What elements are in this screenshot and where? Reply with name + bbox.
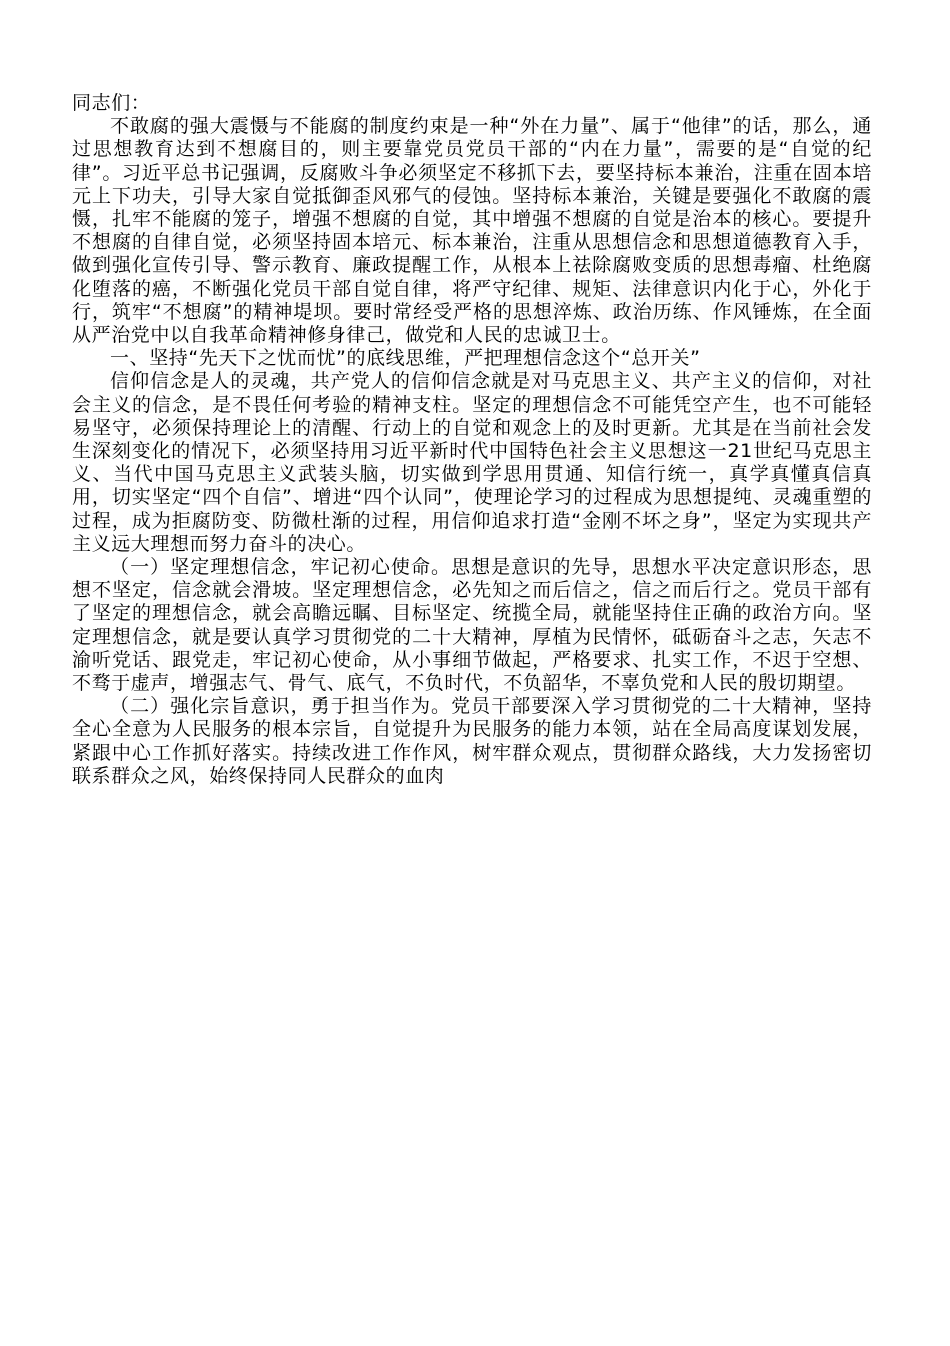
body-paragraph-subsection-1: （一）坚定理想信念，牢记初心使命。思想是意识的先导，思想水平决定意识形态，思想不坚定，信念就会滑坡。坚定理想信念，必先知之而后信之，信之而后行之。党员干部有了坚定的理想信念，就会高瞻远瞩、目标坚定、统揽全局，就能坚持住正确的政治方向。坚定理想信念，就是要认真学习贯彻党的二十大精神，厚植为民情怀，砥砺奋斗之志，矢志不渝听党话、跟党走，牢记初心使命，从小事细节做起，严格要求、扎实工作，不迟于空想、不骛于虚声，增强志气、骨气、底气，不负时代，不负韶华，不辜负党和人民的殷切期望。	[72, 556, 872, 695]
body-paragraph-intro: 不敢腐的强大震慑与不能腐的制度约束是一种“外在力量”、属于“他律”的话，那么，通过思想教育达到不想腐目的，则主要靠党员党员干部的“内在力量”，需要的是“自觉的纪律”。习近平总书记强调，反腐败斗争必须坚定不移抓下去，要坚持标本兼治，注重在固本培元上下功夫，引导大家自觉抵御歪风邪气的侵蚀。坚持标本兼治，关键是要强化不敢腐的震慑，扎牢不能腐的笼子，增强不想腐的自觉，其中增强不想腐的自觉是治本的核心。要提升不想腐的自律自觉，必须坚持固本培元、标本兼治，注重从思想信念和思想道德教育入手，做到强化宣传引导、警示教育、廉政提醒工作，从根本上祛除腐败变质的思想毒瘤、杜绝腐化堕落的癌，不断强化党员干部自觉自律，将严守纪律、规矩、法律意识内化于心，外化于行，筑牢“不想腐”的精神堤坝。要时常经受严格的思想淬炼、政治历练、作风锤炼，在全面从严治党中以自我革命精神修身律己，做党和人民的忠诚卫士。	[72, 115, 872, 347]
body-paragraph-subsection-2: （二）强化宗旨意识，勇于担当作为。党员干部要深入学习贯彻党的二十大精神，坚持全心全意为人民服务的根本宗旨，自觉提升为民服务的能力本领，站在全局高度谋划发展，紧跟中心工作抓好落实。持续改进工作作风，树牢群众观点，贯彻群众路线，大力发扬密切联系群众之风，始终保持同人民群众的血肉	[72, 695, 872, 787]
salutation: 同志们：	[72, 92, 151, 114]
body-paragraph-belief: 信仰信念是人的灵魂，共产党人的信仰信念就是对马克思主义、共产主义的信仰，对社会主义的信念，是不畏任何考验的精神支柱。坚定的理想信念不可能凭空产生，也不可能轻易坚守，必须保持理论上的清醒、行动上的自觉和观念上的及时更新。尤其是在当前社会发生深刻变化的情况下，必须坚持用习近平新时代中国特色社会主义思想这一21世纪马克思主义、当代中国马克思主义武装头脑，切实做到学思用贯通、知信行统一，真学真懂真信真用，切实坚定“四个自信”、增进“四个认同”，使理论学习的过程成为思想提纯、灵魂重塑的过程，成为拒腐防变、防微杜渐的过程，用信仰追求打造“金刚不坏之身”，坚定为实现共产主义远大理想而努力奋斗的决心。	[72, 370, 872, 555]
document-page	[72, 92, 872, 788]
section-heading-1: 一、坚持“先天下之忧而忧”的底线思维，严把理想信念这个“总开关”	[110, 347, 701, 370]
